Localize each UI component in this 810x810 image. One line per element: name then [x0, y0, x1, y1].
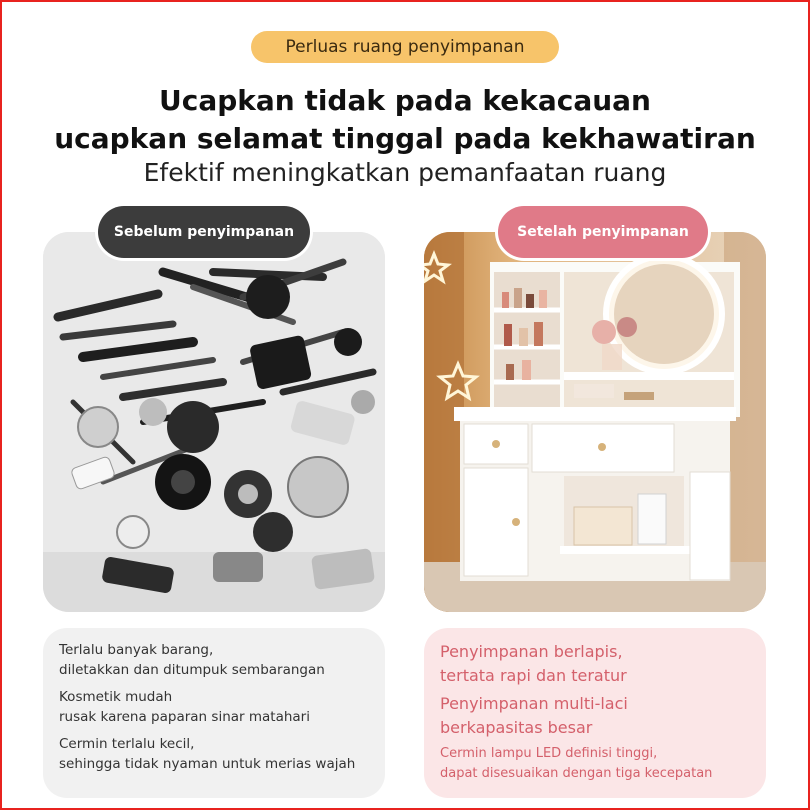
- headline-line-2: ucapkan selamat tinggal pada kekhawatiran: [54, 122, 756, 155]
- before-point-1-line-1: Terlalu banyak barang,: [59, 642, 214, 658]
- before-point-3-line-2: sehingga tidak nyaman untuk merias wajah: [59, 756, 356, 772]
- headline-line-1: Ucapkan tidak pada kekacauan: [158, 84, 651, 117]
- after-point-1-line-1: Penyimpanan berlapis,: [440, 642, 623, 661]
- before-point-1-line-2: diletakkan dan ditumpuk sembarangan: [59, 662, 325, 678]
- after-badge-label: Setelah penyimpanan: [517, 224, 689, 240]
- after-point-3-line-2: dapat disesuaikan dengan tiga kecepatan: [440, 766, 713, 781]
- after-badge: [498, 206, 708, 258]
- cluttered-cosmetics-illustration: [43, 232, 385, 612]
- after-point-3-line-1: Cermin lampu LED definisi tinggi,: [440, 746, 658, 761]
- before-badge: [98, 206, 310, 258]
- before-point-3-line-1: Cermin terlalu kecil,: [59, 736, 195, 752]
- after-point-1-line-2: tertata rapi dan teratur: [440, 666, 627, 685]
- vanity-desk-illustration: [424, 232, 766, 612]
- before-description-panel: [43, 628, 385, 798]
- top-tag: [251, 31, 559, 63]
- after-point-2-line-1: Penyimpanan multi-laci: [440, 694, 628, 713]
- before-point-2-line-1: Kosmetik mudah: [59, 689, 173, 705]
- top-tag-label: Perluas ruang penyimpanan: [285, 37, 525, 57]
- after-description-panel: [424, 628, 766, 798]
- after-point-2-line-2: berkapasitas besar: [440, 718, 593, 737]
- before-point-2-line-2: rusak karena paparan sinar matahari: [59, 709, 310, 725]
- subheadline: Efektif meningkatkan pemanfaatan ruang: [143, 158, 667, 187]
- before-image: [43, 232, 385, 612]
- after-image: [424, 232, 766, 612]
- before-badge-label: Sebelum penyimpanan: [113, 224, 295, 240]
